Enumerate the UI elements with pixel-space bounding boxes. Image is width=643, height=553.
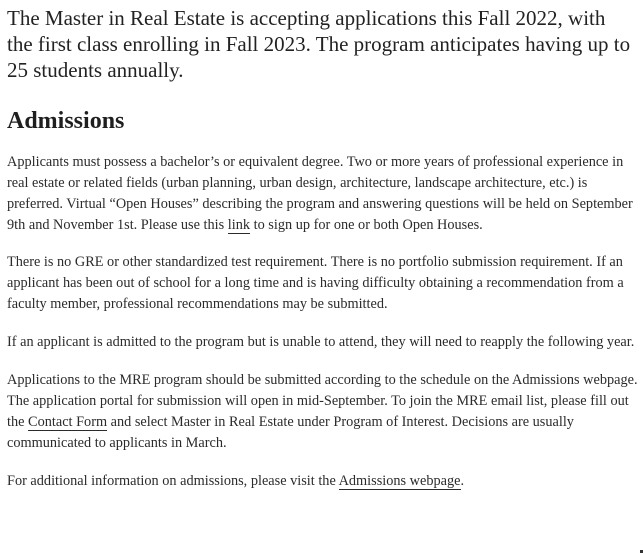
page-content bbox=[7, 0, 643, 492]
deferral-paragraph: If an applicant is admitted to the program but is unable to attend, they will need to reapply the following year. bbox=[7, 334, 635, 350]
open-house-signup-link[interactable]: link bbox=[227, 217, 251, 233]
test-requirements-paragraph: There is no GRE or other standardized test requirement. There is no portfolio submission requirement. If an applicant has been out of school for a long time and is having difficulty obtaining a recommendation from a faculty member, professional recommendations may be submitted. bbox=[7, 254, 624, 312]
intro-paragraph: The Master in Real Estate is accepting applications this Fall 2022, with the first class enrolling in Fall 2023. The program anticipates having up to 25 students annually. bbox=[7, 6, 631, 82]
paragraph-text: Applicants must possess a bachelor’s or equivalent degree. Two or more years of professional experience in real estate or related fields (urban planning, urban design, architecture, landscape architecture, etc.) is preferred. Virtual “Open Houses” describing the program and answering questions will be held on September 9th and November 1st. Please use this bbox=[7, 154, 633, 233]
admissions-webpage-link[interactable]: Admissions webpage bbox=[338, 473, 461, 489]
contact-form-link[interactable]: Contact Form bbox=[28, 414, 108, 430]
paragraph-text: . bbox=[460, 473, 465, 489]
paragraph-text: For additional information on admissions, please visit the bbox=[7, 473, 339, 489]
application-schedule-paragraph bbox=[7, 370, 643, 454]
paragraph-text: and select Master in Real Estate under Program of Interest. Decisions are usually communicated to applicants in March. bbox=[7, 414, 574, 451]
paragraph-text: Applications to the MRE program should be submitted according to the schedule on the Admissions webpage. The application portal for submission will open in mid-September. To join the MRE email list, please fill out the bbox=[7, 372, 638, 430]
admissions-heading: Admissions bbox=[7, 108, 125, 134]
additional-info-paragraph bbox=[7, 471, 643, 492]
admissions-requirements-paragraph bbox=[7, 152, 643, 236]
paragraph-text: to sign up for one or both Open Houses. bbox=[250, 217, 483, 233]
